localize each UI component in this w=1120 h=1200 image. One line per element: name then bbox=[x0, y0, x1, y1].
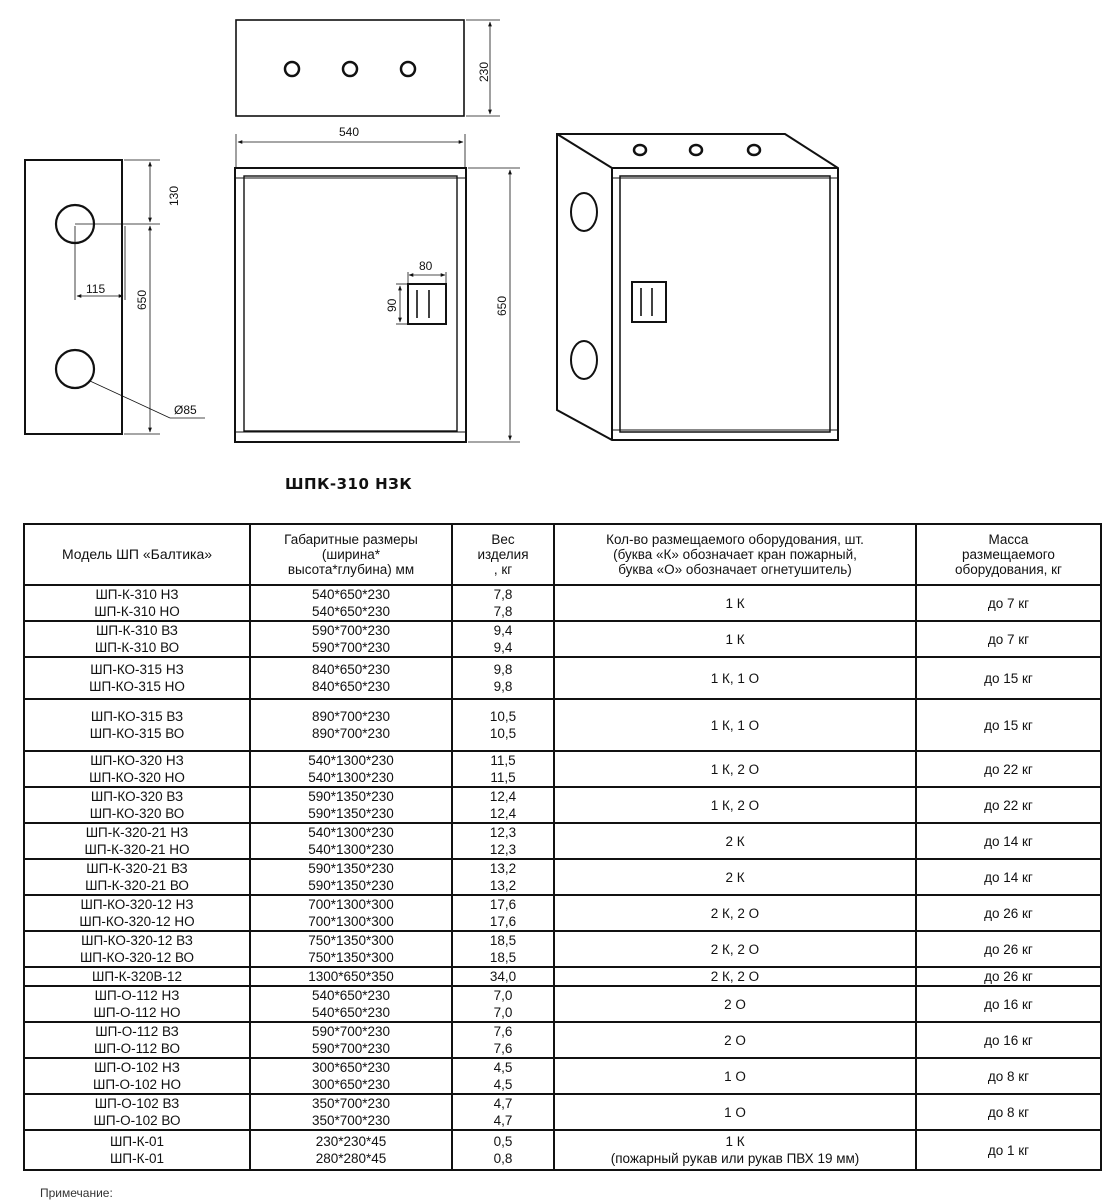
cell-mass: до 7 кг bbox=[916, 585, 1101, 621]
cell-model: ШП-К-320В-12 bbox=[24, 967, 250, 986]
cell-mass: до 8 кг bbox=[916, 1094, 1101, 1130]
front-view-handle-height-label: 90 bbox=[385, 298, 399, 312]
cell-dimensions: 750*1350*300 750*1350*300 bbox=[250, 931, 452, 967]
header-dimensions: Габаритные размеры (ширина* высота*глубина) мм bbox=[250, 524, 452, 585]
cell-weight: 7,0 7,0 bbox=[452, 986, 554, 1022]
cell-model: ШП-КО-320 ВЗ ШП-КО-320 ВО bbox=[24, 787, 250, 823]
table-row bbox=[24, 621, 1101, 657]
cell-mass: до 7 кг bbox=[916, 621, 1101, 657]
table-row bbox=[24, 585, 1101, 621]
cell-equipment: 1 К (пожарный рукав или рукав ПВХ 19 мм) bbox=[554, 1130, 916, 1170]
cell-weight: 4,5 4,5 bbox=[452, 1058, 554, 1094]
top-view-depth-label: 230 bbox=[477, 61, 491, 82]
cell-equipment: 2 К bbox=[554, 859, 916, 895]
table-row bbox=[24, 859, 1101, 895]
cell-weight: 7,8 7,8 bbox=[452, 585, 554, 621]
cell-model: ШП-К-310 ВЗ ШП-К-310 ВО bbox=[24, 621, 250, 657]
cell-weight: 34,0 bbox=[452, 967, 554, 986]
cell-mass: до 26 кг bbox=[916, 895, 1101, 931]
isometric-view bbox=[557, 134, 838, 440]
cell-mass: до 26 кг bbox=[916, 931, 1101, 967]
cell-dimensions: 1300*650*350 bbox=[250, 967, 452, 986]
technical-drawing bbox=[0, 0, 1120, 510]
cell-weight: 0,5 0,8 bbox=[452, 1130, 554, 1170]
page-title: ШПК-310 НЗК bbox=[285, 475, 413, 493]
cell-dimensions: 300*650*230 300*650*230 bbox=[250, 1058, 452, 1094]
cell-dimensions: 590*700*230 590*700*230 bbox=[250, 621, 452, 657]
table-body bbox=[24, 585, 1101, 1170]
table-row bbox=[24, 931, 1101, 967]
cell-equipment: 1 К, 2 О bbox=[554, 751, 916, 787]
cell-model: ШП-КО-315 НЗ ШП-КО-315 НО bbox=[24, 657, 250, 699]
cell-mass: до 15 кг bbox=[916, 699, 1101, 751]
cell-mass: до 1 кг bbox=[916, 1130, 1101, 1170]
cell-equipment: 1 О bbox=[554, 1058, 916, 1094]
table-row bbox=[24, 967, 1101, 986]
table-row bbox=[24, 787, 1101, 823]
cell-dimensions: 540*650*230 540*650*230 bbox=[250, 585, 452, 621]
cell-equipment: 2 О bbox=[554, 986, 916, 1022]
cell-weight: 9,8 9,8 bbox=[452, 657, 554, 699]
cell-equipment: 2 К, 2 О bbox=[554, 895, 916, 931]
side-view-height-label: 650 bbox=[135, 289, 149, 310]
table-row bbox=[24, 751, 1101, 787]
top-view bbox=[236, 20, 500, 116]
cell-weight: 13,2 13,2 bbox=[452, 859, 554, 895]
cell-equipment: 1 К bbox=[554, 621, 916, 657]
table-row bbox=[24, 1130, 1101, 1170]
cell-model: ШП-О-102 ВЗ ШП-О-102 ВО bbox=[24, 1094, 250, 1130]
cell-dimensions: 540*1300*230 540*1300*230 bbox=[250, 823, 452, 859]
cell-weight: 17,6 17,6 bbox=[452, 895, 554, 931]
specification-table bbox=[23, 523, 1102, 1171]
cell-mass: до 16 кг bbox=[916, 1022, 1101, 1058]
cell-weight: 12,3 12,3 bbox=[452, 823, 554, 859]
header-mass: Масса размещаемого оборудования, кг bbox=[916, 524, 1101, 585]
cell-equipment: 2 О bbox=[554, 1022, 916, 1058]
cell-equipment: 1 О bbox=[554, 1094, 916, 1130]
table-row bbox=[24, 657, 1101, 699]
table-row bbox=[24, 895, 1101, 931]
cell-model: ШП-О-112 НЗ ШП-О-112 НО bbox=[24, 986, 250, 1022]
table-row bbox=[24, 1094, 1101, 1130]
cell-weight: 12,4 12,4 bbox=[452, 787, 554, 823]
cell-model: ШП-К-320-21 ВЗ ШП-К-320-21 ВО bbox=[24, 859, 250, 895]
cell-weight: 10,5 10,5 bbox=[452, 699, 554, 751]
cell-model: ШП-О-112 ВЗ ШП-О-112 ВО bbox=[24, 1022, 250, 1058]
cell-dimensions: 230*230*45 280*280*45 bbox=[250, 1130, 452, 1170]
cell-dimensions: 840*650*230 840*650*230 bbox=[250, 657, 452, 699]
cell-model: ШП-К-01 ШП-К-01 bbox=[24, 1130, 250, 1170]
cell-equipment: 2 К bbox=[554, 823, 916, 859]
cell-weight: 4,7 4,7 bbox=[452, 1094, 554, 1130]
side-view-diameter-label: Ø85 bbox=[174, 403, 197, 417]
side-view-side-offset-label: 115 bbox=[86, 282, 106, 296]
table-row bbox=[24, 823, 1101, 859]
cell-dimensions: 700*1300*300 700*1300*300 bbox=[250, 895, 452, 931]
cell-equipment: 1 К, 1 О bbox=[554, 699, 916, 751]
cell-dimensions: 540*1300*230 540*1300*230 bbox=[250, 751, 452, 787]
cell-dimensions: 890*700*230 890*700*230 bbox=[250, 699, 452, 751]
table-row bbox=[24, 1058, 1101, 1094]
cell-equipment: 1 К, 2 О bbox=[554, 787, 916, 823]
front-view-width-label: 540 bbox=[339, 125, 360, 139]
cell-mass: до 8 кг bbox=[916, 1058, 1101, 1094]
footnote: Примечание: bbox=[40, 1186, 113, 1200]
cell-model: ШП-К-310 НЗ ШП-К-310 НО bbox=[24, 585, 250, 621]
cell-dimensions: 590*700*230 590*700*230 bbox=[250, 1022, 452, 1058]
cell-equipment: 2 К, 2 О bbox=[554, 931, 916, 967]
cell-model: ШП-КО-320 НЗ ШП-КО-320 НО bbox=[24, 751, 250, 787]
cell-mass: до 14 кг bbox=[916, 859, 1101, 895]
header-model: Модель ШП «Балтика» bbox=[24, 524, 250, 585]
cell-mass: до 14 кг bbox=[916, 823, 1101, 859]
header-weight: Вес изделия , кг bbox=[452, 524, 554, 585]
side-view-top-offset-label: 130 bbox=[167, 185, 181, 206]
cell-equipment: 1 К, 1 О bbox=[554, 657, 916, 699]
cell-mass: до 22 кг bbox=[916, 787, 1101, 823]
cell-equipment: 1 К bbox=[554, 585, 916, 621]
cell-dimensions: 590*1350*230 590*1350*230 bbox=[250, 787, 452, 823]
cell-model: ШП-КО-320-12 НЗ ШП-КО-320-12 НО bbox=[24, 895, 250, 931]
front-view bbox=[235, 134, 520, 442]
cell-dimensions: 350*700*230 350*700*230 bbox=[250, 1094, 452, 1130]
header-equipment: Кол-во размещаемого оборудования, шт. (буква «К» обозначает кран пожарный, буква «О» обозначает огнетушитель) bbox=[554, 524, 916, 585]
cell-weight: 11,5 11,5 bbox=[452, 751, 554, 787]
table-row bbox=[24, 1022, 1101, 1058]
table-header-row bbox=[24, 524, 1101, 585]
cell-weight: 18,5 18,5 bbox=[452, 931, 554, 967]
cell-model: ШП-КО-315 ВЗ ШП-КО-315 ВО bbox=[24, 699, 250, 751]
table-row bbox=[24, 699, 1101, 751]
cell-mass: до 26 кг bbox=[916, 967, 1101, 986]
cell-weight: 9,4 9,4 bbox=[452, 621, 554, 657]
front-view-height-label: 650 bbox=[495, 295, 509, 316]
cell-mass: до 22 кг bbox=[916, 751, 1101, 787]
cell-dimensions: 540*650*230 540*650*230 bbox=[250, 986, 452, 1022]
cell-model: ШП-О-102 НЗ ШП-О-102 НО bbox=[24, 1058, 250, 1094]
cell-equipment: 2 К, 2 О bbox=[554, 967, 916, 986]
cell-mass: до 16 кг bbox=[916, 986, 1101, 1022]
front-view-handle-width-label: 80 bbox=[419, 259, 433, 273]
cell-mass: до 15 кг bbox=[916, 657, 1101, 699]
cell-model: ШП-КО-320-12 ВЗ ШП-КО-320-12 ВО bbox=[24, 931, 250, 967]
cell-model: ШП-К-320-21 НЗ ШП-К-320-21 НО bbox=[24, 823, 250, 859]
table-row bbox=[24, 986, 1101, 1022]
cell-weight: 7,6 7,6 bbox=[452, 1022, 554, 1058]
cell-dimensions: 590*1350*230 590*1350*230 bbox=[250, 859, 452, 895]
